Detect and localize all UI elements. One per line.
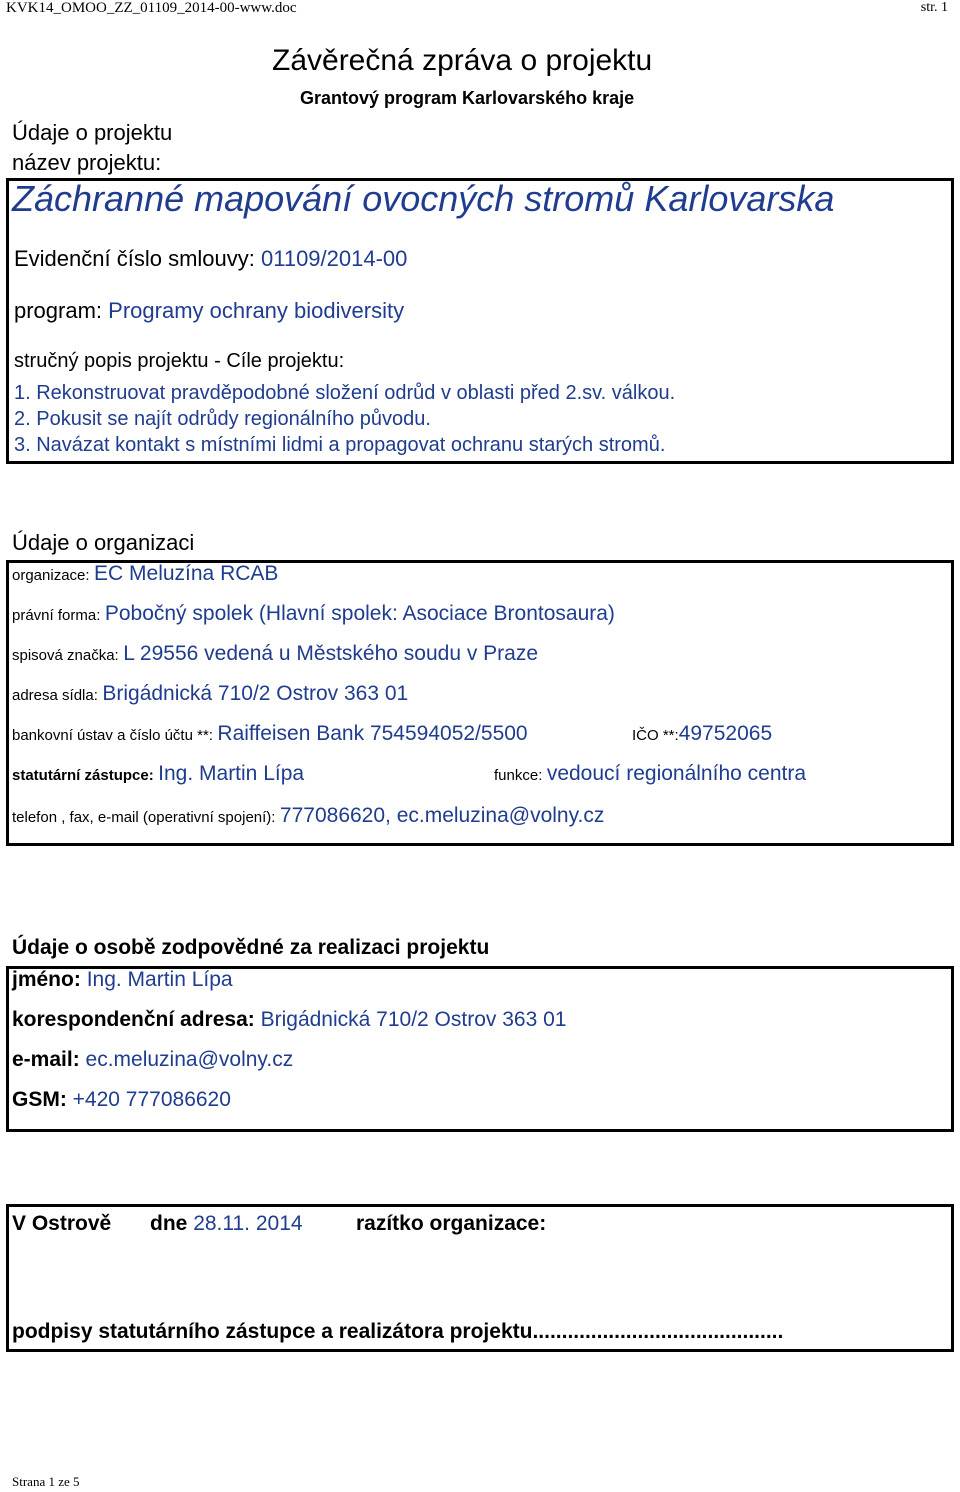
bank-label: bankovní ústav a číslo účtu **: (12, 727, 213, 744)
registration-label: spisová značka: (12, 647, 119, 664)
organization-name-value: EC Meluzína RCAB (94, 562, 279, 585)
project-name: Záchranné mapování ovocných stromů Karlovarska (12, 178, 835, 219)
ico-value: 49752065 (678, 722, 773, 745)
person-name-value: Ing. Martin Lípa (86, 968, 233, 991)
person-email-row (12, 1048, 293, 1072)
organization-address-row (12, 682, 408, 706)
page-number: str. 1 (920, 0, 948, 15)
project-description-label: stručný popis projektu - Cíle projektu: (14, 350, 345, 372)
bank-row (12, 722, 528, 746)
person-gsm-label: GSM: (12, 1088, 67, 1111)
organization-address-label: adresa sídla: (12, 687, 98, 704)
statutory-row (12, 762, 304, 786)
statutory-label: statutární zástupce: (12, 767, 154, 784)
person-address-value: Brigádnická 710/2 Ostrov 363 01 (260, 1008, 567, 1031)
registration-value: L 29556 vedená u Městského soudu v Praze (123, 642, 539, 665)
signature-date-value: 28.11. 2014 (193, 1212, 303, 1235)
contact-label: telefon , fax, e-mail (operativní spojení): (12, 809, 276, 826)
project-name-label: název projektu: (12, 150, 162, 175)
organization-name-label: organizace: (12, 567, 90, 584)
signature-date-row (150, 1212, 303, 1236)
project-section-title: Údaje o projektu (12, 120, 173, 145)
person-email-value: ec.meluzina@volny.cz (85, 1048, 294, 1071)
function-row (494, 762, 806, 786)
person-gsm-value: +420 777086620 (72, 1088, 231, 1111)
function-label: funkce: (494, 767, 543, 784)
document-subtitle: Grantový program Karlovarského kraje (300, 88, 635, 108)
file-name: KVK14_OMOO_ZZ_01109_2014-00-www.doc (6, 0, 297, 16)
function-value: vedoucí regionálního centra (546, 762, 807, 785)
project-goal: 1. Rekonstruovat pravděpodobné složení odrůd v oblasti před 2.sv. válkou. (14, 382, 676, 404)
program-value: Programy ochrany biodiversity (108, 298, 405, 323)
contract-number-row (14, 246, 407, 272)
person-name-row (12, 968, 233, 992)
project-goal: 2. Pokusit se najít odrůdy regionálního původu. (14, 408, 431, 430)
person-address-row (12, 1008, 566, 1032)
person-email-label: e-mail: (12, 1048, 80, 1071)
person-gsm-row (12, 1088, 231, 1112)
organization-address-value: Brigádnická 710/2 Ostrov 363 01 (102, 682, 409, 705)
ico-label: IČO **: (632, 727, 679, 744)
registration-row (12, 642, 538, 666)
bank-value: Raiffeisen Bank 754594052/5500 (217, 722, 528, 745)
contract-number-label: Evidenční číslo smlouvy: (14, 246, 255, 271)
person-name-label: jméno: (12, 968, 81, 991)
contract-number-value: 01109/2014-00 (261, 246, 408, 271)
contact-row (12, 804, 604, 828)
signature-place: V Ostrově (12, 1212, 112, 1235)
contact-value: 777086620, ec.meluzina@volny.cz (279, 804, 605, 827)
stamp-label: razítko organizace: (356, 1212, 547, 1235)
program-label: program: (14, 298, 103, 323)
legal-form-row (12, 602, 615, 626)
ico-row (632, 722, 772, 746)
organization-section-title: Údaje o organizaci (12, 530, 195, 555)
statutory-value: Ing. Martin Lípa (158, 762, 305, 785)
project-goal: 3. Navázat kontakt s místními lidmi a propagovat ochranu starých stromů. (14, 434, 666, 456)
signatures-label: podpisy statutárního zástupce a realizátora projektu........................................... (12, 1320, 784, 1343)
person-address-label: korespondenční adresa: (12, 1008, 255, 1031)
person-section-title: Údaje o osobě zodpovědné za realizaci projektu (12, 936, 490, 959)
signature-date-label: dne (150, 1212, 188, 1235)
legal-form-label: právní forma: (12, 607, 101, 624)
organization-name-row (12, 562, 278, 586)
document-title: Závěrečná zpráva o projektu (272, 44, 653, 77)
program-row (14, 298, 404, 324)
page-footer: Strana 1 ze 5 (12, 1474, 80, 1489)
legal-form-value: Pobočný spolek (Hlavní spolek: Asociace Brontosaura) (104, 602, 615, 625)
